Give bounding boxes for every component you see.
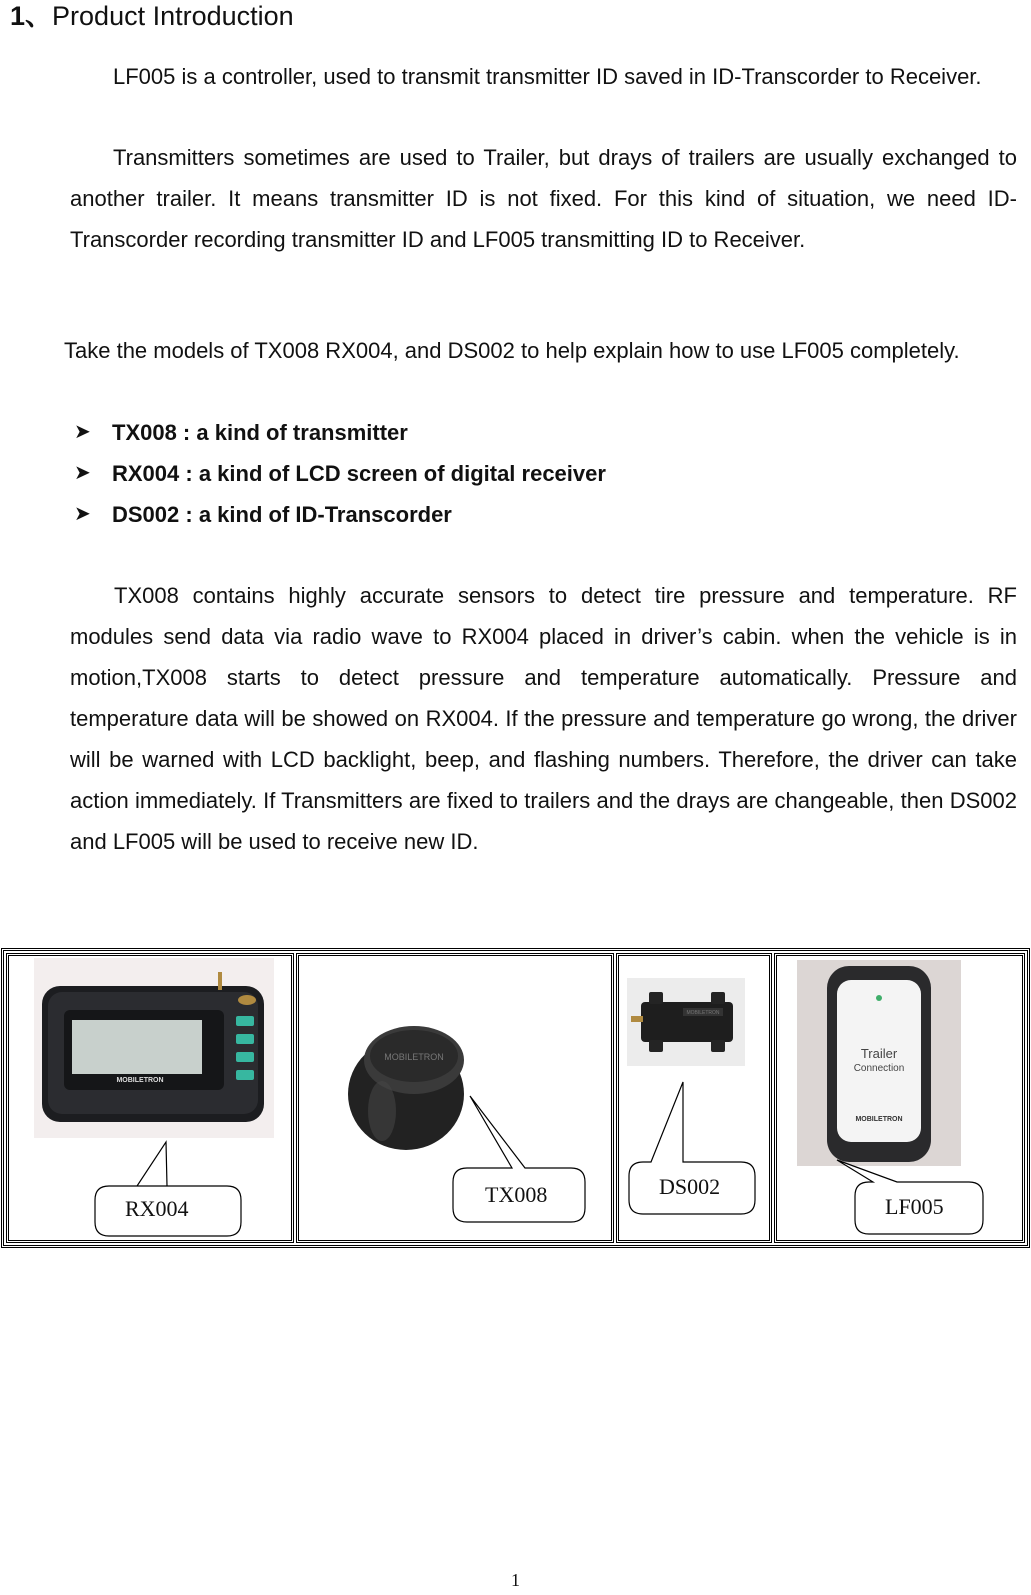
lf005-label: LF005 xyxy=(885,1194,944,1219)
svg-text:MOBILETRON: MOBILETRON xyxy=(116,1077,164,1084)
svg-text:MOBILETRON: MOBILETRON xyxy=(686,1010,720,1016)
page-number: 1 xyxy=(511,1570,520,1590)
section-number: 1、 xyxy=(10,1,53,31)
tx008-label: TX008 xyxy=(485,1182,548,1207)
list-item: ➤ DS002 : a kind of ID-Transcorder xyxy=(74,494,606,535)
description-paragraph: TX008 contains highly accurate sensors to detect tire pressure and temperature. RF modules send data via radio wave to RX004 placed in driver’s cabin. when the vehicle is in motion,TX008 starts to detect pressure and temperature automatically. Pressure and temperature data will be showed on RX004. If the pressure and temperature go wrong, the driver will be warned with LCD backlight, beep, and flashing numbers. Therefore, the driver can take action immediately. If Transmitters are fixed to trailers and the drays are changeable, then DS002 and LF005 will be used to receive new ID. xyxy=(70,583,1017,854)
intro-paragraph-2: Transmitters sometimes are used to Trailer, but drays of trailers are usually exchanged to another trailer. It means transmitter ID is not fixed. For this kind of situation, we need ID-Transcorder recording transmitter ID and LF005 transmitting ID to Receiver. xyxy=(70,145,1017,252)
ds002-callout xyxy=(619,956,769,1248)
product-photo-table xyxy=(1,948,1030,1248)
intro-paragraph-1: LF005 is a controller, used to transmit transmitter ID saved in ID-Transcorder to Receiver. xyxy=(113,64,982,89)
ds002-cell xyxy=(616,953,772,1243)
ds002-label: DS002 xyxy=(659,1174,721,1199)
rx004-cell xyxy=(6,953,294,1243)
svg-text:Connection: Connection xyxy=(853,1063,905,1074)
list-item: ➤ RX004 : a kind of LCD screen of digital receiver xyxy=(74,453,606,494)
arrow-bullet-icon: ➤ xyxy=(74,503,91,525)
tx008-cell xyxy=(296,953,614,1243)
rx004-label: RX004 xyxy=(125,1196,189,1221)
arrow-bullet-icon: ➤ xyxy=(74,421,91,443)
tx008-callout xyxy=(299,956,611,1248)
arrow-bullet-icon: ➤ xyxy=(74,462,91,484)
list-item: ➤ TX008 : a kind of transmitter xyxy=(74,412,606,453)
lf005-cell xyxy=(774,953,1025,1243)
svg-text:Trailer: Trailer xyxy=(860,1046,898,1061)
models-intro-paragraph: Take the models of TX008 RX004, and DS002 to help explain how to use LF005 completely. xyxy=(64,338,960,363)
model-bullet-list xyxy=(74,412,606,535)
section-title: Product Introduction xyxy=(52,1,294,31)
svg-text:MOBILETRON: MOBILETRON xyxy=(855,1116,903,1123)
svg-text:MOBILETRON: MOBILETRON xyxy=(384,1052,444,1062)
section-heading xyxy=(10,0,294,32)
